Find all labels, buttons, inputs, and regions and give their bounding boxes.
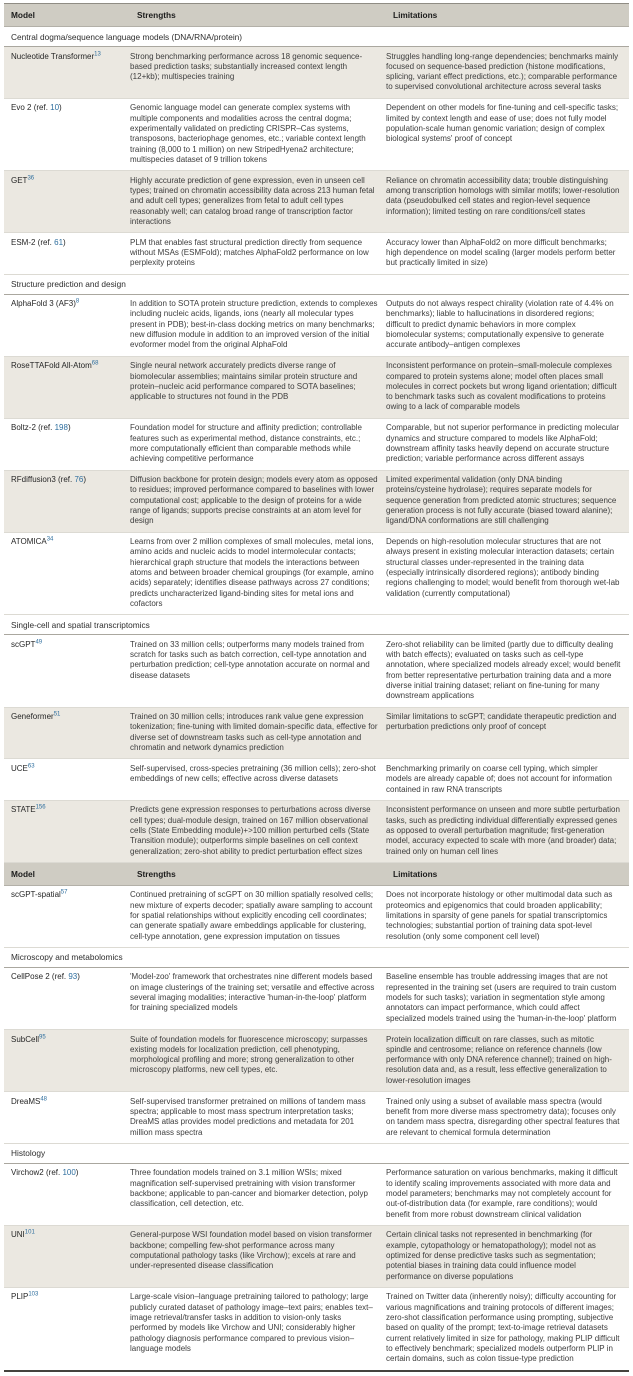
- limitations-cell: Inconsistent performance on protein–small-molecule complexes compared to protein systems alone; model often places small molecules in correct pockets but wrong ligand orientation; difficult to benchmark tasks such as covalent modifications to proteins owing to a lack of comparable models: [386, 356, 629, 418]
- citation-superscript-link[interactable]: 156: [35, 804, 46, 811]
- limitations-cell: Baseline ensemble has trouble addressing images that are not represented in the training set (users are required to train custom models for such tasks); variation in segmentation style among annotators can impact performance, which could affect specialized models trained using the 'human-in-the-loop' platform: [386, 967, 629, 1029]
- model-name-cell: STATE$^{156}$: [4, 800, 130, 862]
- model-name-cell: Evo 2 (ref. 10): [4, 98, 130, 170]
- table-row: [4, 967, 629, 1029]
- table-row: [4, 707, 629, 759]
- citation-superscript-link[interactable]: 36: [27, 174, 35, 181]
- citation-reference-link[interactable]: 76: [74, 475, 84, 484]
- table-row: [4, 294, 629, 356]
- section-row: [4, 274, 629, 294]
- strengths-cell: Foundation model for structure and affinity prediction; controllable features such as experimental method, distance constraints, etc.; more computationally efficient than comparable methods while achieving competitive performance: [130, 418, 386, 470]
- table-row: [4, 1092, 629, 1144]
- column-header-row: [4, 862, 629, 885]
- table-row: [4, 1163, 629, 1225]
- table-body: [4, 4, 629, 1371]
- table-row: [4, 1287, 629, 1370]
- model-name-cell: Geneformer$^{51}$: [4, 707, 130, 759]
- limitations-cell: Trained on Twitter data (inherently noisy); difficulty accounting for various magnifications and training protocols of different images; zero-shot classification performance using prompting, subjective based on quality of the prompt; text-to-image retrieval datasets current relatively limited in size for pathology, making PLIP difficult to effectively benchmark; specialized models outperform PLIP in certain domains, such as colon tissue-type prediction: [386, 1287, 629, 1370]
- section-title: Structure prediction and design: [4, 274, 629, 294]
- table-row: [4, 885, 629, 947]
- citation-superscript-link[interactable]: 68: [91, 360, 99, 367]
- strengths-cell: Trained on 33 million cells; outperforms many models trained from scratch for tasks such as batch correction, cell-type annotation and perturbation prediction; cell-type annotation accurate on normal and disease datasets: [130, 635, 386, 707]
- strengths-cell: Trained on 30 million cells; introduces rank value gene expression tokenization; fine-tuning with limited domain-specific data, effective for diverse set of downstream tasks such as cell-type annotation and chromatin and network dynamics prediction: [130, 707, 386, 759]
- section-title: Histology: [4, 1143, 629, 1163]
- column-header-model: Model: [4, 4, 130, 27]
- model-name-cell: Nucleotide Transformer$^{13}$: [4, 47, 130, 99]
- limitations-cell: Outputs do not always respect chirality (violation rate of 4.4% on benchmarks); liable to hallucinations in disordered regions; difficult to predict dynamic behaviors in more complex biomolecular systems; computationally expensive to generate accurate antibody–antigen complexes: [386, 294, 629, 356]
- column-header-row: [4, 4, 629, 27]
- citation-reference-link[interactable]: 198: [54, 423, 68, 433]
- citation-superscript-link[interactable]: 8: [75, 298, 80, 305]
- strengths-cell: Single neural network accurately predicts diverse range of biomolecular assemblies; maintains similar protein structure and protein–nucleic acid performance compared to SOTA baselines; applicable to structures not found in the PDB: [130, 356, 386, 418]
- column-header-limitations: Limitations: [386, 862, 629, 885]
- limitations-cell: Depends on high-resolution molecular structures that are not always present in existing molecular interaction datasets; certain structural classes under-represented in the training data (especially intrinsically disordered regions); antibody binding regions challenging to model; would benefit from thorough wet-lab validation (currently computational): [386, 532, 629, 615]
- citation-reference-link[interactable]: 61: [54, 237, 64, 247]
- model-name-cell: scGPT$^{49}$: [4, 635, 130, 707]
- table-row: [4, 800, 629, 862]
- citation-superscript-link[interactable]: 34: [46, 536, 54, 543]
- section-title: Central dogma/sequence language models (DNA/RNA/protein): [4, 27, 629, 47]
- limitations-cell: Accuracy lower than AlphaFold2 on more difficult benchmarks; high dependence on model scaling (larger models perform better but practically limited in size): [386, 233, 629, 274]
- limitations-cell: Zero-shot reliability can be limited (partly due to difficulty dealing with batch effects); evaluated on tasks such as cell-type annotation, where specialized models already excel; would benefit from better representative perturbation training data and a more diverse initial training dataset; reliant on fine-tuning for many downstream applications: [386, 635, 629, 707]
- limitations-cell: Benchmarking primarily on coarse cell typing, which simpler models are already capable of; does not account for information contained in raw RNA transcripts: [386, 759, 629, 800]
- citation-superscript-link[interactable]: 49: [35, 639, 43, 646]
- strengths-cell: Strong benchmarking performance across 18 genomic sequence-based prediction tasks; substantially increased context length (12+kb); multispecies training: [130, 47, 386, 99]
- citation-superscript-link[interactable]: 103: [28, 1291, 39, 1298]
- table-row: [4, 635, 629, 707]
- model-name-cell: ATOMICA$^{34}$: [4, 532, 130, 615]
- model-name-cell: GET$^{36}$: [4, 171, 130, 233]
- model-name-cell: RoseTTAFold All-Atom$^{68}$: [4, 356, 130, 418]
- table-row: [4, 171, 629, 233]
- model-name-cell: Boltz-2 (ref. 198): [4, 418, 130, 470]
- model-name-cell: SubCell$^{95}$: [4, 1030, 130, 1092]
- strengths-cell: Learns from over 2 million complexes of small molecules, metal ions, amino acids and nucleic acids to model intermolecular contacts; hierarchical graph structure that models the interactions between atoms and between broader chemical groupings (for example, amino acids) separately; identifies disease pathways across 27 conditions; predicts uncharacterized ligand-binding sites for metal ions and cofactors: [130, 532, 386, 615]
- table-row: [4, 470, 629, 532]
- model-name-cell: DreaMS$^{48}$: [4, 1092, 130, 1144]
- column-header-model: Model: [4, 862, 130, 885]
- table-row: [4, 759, 629, 800]
- strengths-cell: Highly accurate prediction of gene expression, even in unseen cell types; trained on chromatin accessibility data across 213 human fetal and adult cell types; generalizes from fetal to adult cell types reasonably well; can catalog broad range of transcription factor interactions: [130, 171, 386, 233]
- table-row: [4, 418, 629, 470]
- section-row: [4, 27, 629, 47]
- strengths-cell: Genomic language model can generate complex systems with multiple components and modalities across the central dogma; experimentally validated on predicting CRISPR–Cas systems, transposons, bacteriophage genomes, etc.; variable context length training (8,000 to 1 million) on new StripedHyena2 architecture; multispecies dataset of 9 trillion tokens: [130, 98, 386, 170]
- limitations-cell: Performance saturation on various benchmarks, making it difficult to identify scaling improvements associated with more data and model parameters; benchmarks may not completely account for out-of-distribution data (for example, rare conditions); would benefit from more robust downstream clinical validation: [386, 1163, 629, 1225]
- section-title: Single-cell and spatial transcriptomics: [4, 615, 629, 635]
- model-name-cell: CellPose 2 (ref. 93): [4, 967, 130, 1029]
- citation-reference-link[interactable]: 93: [68, 972, 78, 982]
- strengths-cell: General-purpose WSI foundation model based on vision transformer backbone; compelling few-shot performance across many computational pathology tasks (like Virchow); excels at rare and under-represented disease classification: [130, 1225, 386, 1287]
- table-row: [4, 1225, 629, 1287]
- citation-superscript-link[interactable]: 51: [53, 711, 61, 718]
- limitations-cell: Does not incorporate histology or other multimodal data such as proteomics and epigenomics that could broaden applicability; limitations in sparsity of gene panels for spatial transcriptomics technologies; substantial portion of training data spot-level resolution (only some component cell level): [386, 885, 629, 947]
- strengths-cell: 'Model-zoo' framework that orchestrates nine different models based on image clusterings of the training set; versatile and effective across several imaging modalities; interactive 'human-in-the-loop' platform for training specialized models: [130, 967, 386, 1029]
- table-row: [4, 532, 629, 615]
- limitations-cell: Trained only using a subset of available mass spectra (would benefit from more diverse mass spectrometry data); focuses only on tandem mass spectra, disregarding other spectral features that are relevant to chemical formula determination: [386, 1092, 629, 1144]
- strengths-cell: Predicts gene expression responses to perturbations across diverse cell types; dual-module design, trained on 167 million observational cells (State Embedding module)+>100 million perturbed cells (State Transition module); outperforms simple baselines on cell context generalization; zero-shot ability to predict perturbation effect sizes: [130, 800, 386, 862]
- limitations-cell: Reliance on chromatin accessibility data; trouble distinguishing among transcription homologs with similar motifs; lower-resolution data (pseudobulked cell states and region-level sequence information); limited testing on rare conditions/cell states: [386, 171, 629, 233]
- limitations-cell: Protein localization difficult on rare classes, such as mitotic spindle and centrosome; reliance on reference channels (low performance with only DNA reference channel); trained on high-resolution data and, as a result, less effective generalization to lower-resolution images: [386, 1030, 629, 1092]
- section-title: Microscopy and metabolomics: [4, 947, 629, 967]
- model-name-cell: AlphaFold 3 (AF3)$^8$: [4, 294, 130, 356]
- model-name-cell: ESM-2 (ref. 61): [4, 233, 130, 274]
- model-name-cell: UCE$^{63}$: [4, 759, 130, 800]
- limitations-cell: Certain clinical tasks not represented in benchmarking (for example, cytopathology or hematopathology); model not as optimized for dense predictive tasks such as segmentation; potential biases in training data could influence model performance on diverse populations: [386, 1225, 629, 1287]
- strengths-cell: Suite of foundation models for fluorescence microscopy; surpasses existing models for localization prediction, cell phenotyping, morphological profiling and more; strong generalization to other microscopy platforms, new cell types, etc.: [130, 1030, 386, 1092]
- table-row: [4, 356, 629, 418]
- section-row: [4, 1143, 629, 1163]
- table-row: [4, 98, 629, 170]
- column-header-limitations: Limitations: [386, 4, 629, 27]
- table-row: [4, 233, 629, 274]
- limitations-cell: Dependent on other models for fine-tuning and cell-specific tasks; limited by context length and ease of use; does not fully model population-scale human genomic variation; design of complex biological systems' proof of concept: [386, 98, 629, 170]
- foundation-models-table: [4, 3, 629, 1372]
- model-name-cell: RFdiffusion3 (ref. 76): [4, 470, 130, 532]
- limitations-cell: Limited experimental validation (only DNA binding proteins/cysteine hydrolase); requires separate models for sequence generation from predicted atomic structures; sequence generation process is not fully accurate (biased toward alanine); ligand/DNA conformations are still challenging: [386, 470, 629, 532]
- strengths-cell: Diffusion backbone for protein design; models every atom as opposed to residues; improved performance compared to baselines with lower computational cost; applicable to the design of proteins for a wide range of ligands; supports precise constraints at an atom level for design: [130, 470, 386, 532]
- citation-superscript-link[interactable]: 57: [60, 889, 68, 896]
- limitations-cell: Similar limitations to scGPT; candidate therapeutic prediction and perturbation predictions only proof of concept: [386, 707, 629, 759]
- citation-superscript-link[interactable]: 48: [40, 1095, 48, 1102]
- section-row: [4, 615, 629, 635]
- model-name-cell: UNI$^{101}$: [4, 1225, 130, 1287]
- column-header-strengths: Strengths: [130, 4, 386, 27]
- limitations-cell: Comparable, but not superior performance in predicting molecular dynamics and structure compared to models like AlphaFold; downstream affinity tasks heavily depend on accurate structure prediction; variable performance across different assays: [386, 418, 629, 470]
- strengths-cell: Self-supervised, cross-species pretraining (36 million cells); zero-shot embeddings of new cells; effective across diverse datasets: [130, 759, 386, 800]
- citation-superscript-link[interactable]: 95: [39, 1033, 46, 1040]
- citation-superscript-link[interactable]: 101: [24, 1229, 35, 1236]
- strengths-cell: Three foundation models trained on 3.1 million WSIs; mixed magnification self-supervised pretraining with vision transformer backbone; applicable to pan-cancer and biomarker detection, polyp classification, cell detection, etc.: [130, 1163, 386, 1225]
- citation-superscript-link[interactable]: 13: [94, 50, 101, 57]
- column-header-strengths: Strengths: [130, 862, 386, 885]
- strengths-cell: In addition to SOTA protein structure prediction, extends to complexes including nucleic acids, ligands, ions (nearly all molecular types present in PDB); best-in-class docking metrics on many benchmarks; new diffusion module in addition to an improved version of the initial evoformer model from the original AlphaFold: [130, 294, 386, 356]
- section-row: [4, 947, 629, 967]
- table-row: [4, 47, 629, 99]
- citation-superscript-link[interactable]: 63: [27, 763, 35, 770]
- strengths-cell: Continued pretraining of scGPT on 30 million spatially resolved cells; new mixture of experts decoder; spatially aware sampling to account for spatial relationships without explicitly encoding cell coordinates; can generate spatially aware embeddings applicable for clustering, cell-type annotation, gene expression imputation on tissues: [130, 885, 386, 947]
- strengths-cell: PLM that enables fast structural prediction directly from sequence without MSAs (ESMFold); matches AlphaFold2 performance on low perplexity proteins: [130, 233, 386, 274]
- strengths-cell: Self-supervised transformer pretrained on millions of tandem mass spectra; applicable to most mass spectrum interpretation tasks; DreaMS atlas provides model predictions and metadata for 201 million mass spectra: [130, 1092, 386, 1144]
- model-name-cell: PLIP$^{103}$: [4, 1287, 130, 1370]
- model-name-cell: scGPT-spatial$^{57}$: [4, 885, 130, 947]
- limitations-cell: Inconsistent performance on unseen and more subtle perturbation tasks, such as predicting individual differentially expressed genes as opposed to overall perturbation magnitude; first-generation model, accuracy expected to scale with more (and broader) data; trained only on human cell lines: [386, 800, 629, 862]
- citation-reference-link[interactable]: 10: [50, 103, 60, 113]
- table-row: [4, 1030, 629, 1092]
- limitations-cell: Struggles handling long-range dependencies; benchmarks mainly focused on sequence-based prediction (histone modifications, splicing, variant effect predictions, etc.); comparable performance to supervised convolutional architecture across several tasks: [386, 47, 629, 99]
- citation-reference-link[interactable]: 100: [62, 1168, 76, 1178]
- model-name-cell: Virchow2 (ref. 100): [4, 1163, 130, 1225]
- strengths-cell: Large-scale vision–language pretraining tailored to pathology; large publicly curated dataset of pathology image–text pairs; enables text–image retrieval/transfer tasks in addition to vision-only tasks performed by models like Virchow and UNI; considerably higher pathology diagnosis performance compared to previous vision–language models: [130, 1287, 386, 1370]
